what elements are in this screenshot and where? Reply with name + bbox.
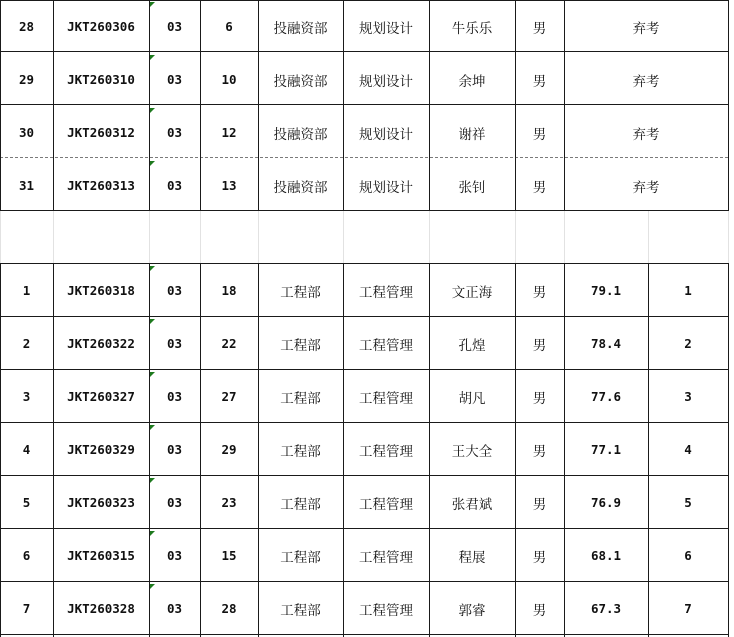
column-border <box>728 0 729 211</box>
table-row <box>0 53 734 106</box>
column-border <box>515 0 516 211</box>
cell-department[interactable]: 工程部 <box>280 390 321 407</box>
cell-department[interactable]: 投融资部 <box>273 126 328 143</box>
cell-candidate-id[interactable]: JKT260318 <box>67 283 135 298</box>
text-number-indicator-icon <box>150 2 155 7</box>
column-border <box>343 0 344 211</box>
cell-candidate-id[interactable]: JKT260313 <box>67 178 135 193</box>
cell-department[interactable]: 工程部 <box>280 602 321 619</box>
cell-candidate-id[interactable]: JKT260322 <box>67 336 135 351</box>
cell-status[interactable]: 弃考 <box>632 73 660 90</box>
column-border <box>0 211 1 263</box>
cell-gender[interactable]: 男 <box>532 496 547 513</box>
cell-row-number[interactable]: 5 <box>22 495 31 510</box>
cell-rank[interactable]: 1 <box>684 283 692 298</box>
cell-name[interactable]: 文正海 <box>451 284 493 301</box>
cell-rank[interactable]: 5 <box>684 495 692 510</box>
cell-name[interactable]: 张钊 <box>458 179 486 196</box>
cell-position[interactable]: 规划设计 <box>359 73 413 90</box>
cell-position[interactable]: 工程管理 <box>359 602 413 619</box>
cell-seat-number[interactable]: 12 <box>221 125 237 140</box>
cell-candidate-id[interactable]: JKT260328 <box>67 601 135 616</box>
cell-candidate-id[interactable]: JKT260312 <box>67 125 135 140</box>
cell-candidate-id[interactable]: JKT260315 <box>67 548 135 563</box>
cell-position[interactable]: 工程管理 <box>359 390 413 407</box>
cell-gender[interactable]: 男 <box>532 549 547 566</box>
cell-position[interactable]: 工程管理 <box>359 549 413 566</box>
column-border <box>515 211 516 263</box>
cell-department[interactable]: 工程部 <box>280 284 321 301</box>
table-row <box>0 106 734 159</box>
table-row <box>0 423 734 476</box>
cell-gender[interactable]: 男 <box>532 20 547 37</box>
cell-row-number[interactable]: 2 <box>22 336 31 351</box>
cell-rank[interactable]: 7 <box>684 601 692 616</box>
cell-score[interactable]: 67.3 <box>590 601 622 616</box>
cell-exam-room[interactable]: 03 <box>166 495 183 510</box>
cell-name[interactable]: 谢祥 <box>458 126 486 143</box>
row-border <box>0 51 728 52</box>
column-border <box>728 263 729 637</box>
cell-exam-room[interactable]: 03 <box>166 19 183 34</box>
column-border <box>648 263 649 637</box>
text-number-indicator-icon <box>150 478 155 483</box>
cell-position[interactable]: 工程管理 <box>359 496 413 513</box>
cell-exam-room[interactable]: 03 <box>166 548 183 563</box>
cell-exam-room[interactable]: 03 <box>166 601 183 616</box>
cell-candidate-id[interactable]: JKT260323 <box>67 495 135 510</box>
cell-name[interactable]: 牛乐乐 <box>451 20 493 37</box>
row-border <box>0 263 728 264</box>
cell-score[interactable]: 76.9 <box>590 495 622 510</box>
text-number-indicator-icon <box>150 55 155 60</box>
column-border <box>149 0 150 211</box>
cell-department[interactable]: 工程部 <box>280 443 321 460</box>
cell-seat-number[interactable]: 10 <box>221 72 237 87</box>
table-row <box>0 0 734 53</box>
column-border <box>258 263 259 637</box>
column-border <box>258 211 259 263</box>
cell-score[interactable]: 78.4 <box>590 336 622 351</box>
column-border <box>0 263 1 637</box>
cell-name[interactable]: 程展 <box>458 549 486 566</box>
column-border <box>53 211 54 263</box>
table-row <box>0 529 734 582</box>
cell-position[interactable]: 工程管理 <box>359 443 413 460</box>
cell-status[interactable]: 弃考 <box>632 179 660 196</box>
cell-gender[interactable]: 男 <box>532 179 547 196</box>
cell-department[interactable]: 投融资部 <box>273 179 328 196</box>
cell-row-number[interactable]: 28 <box>18 19 35 34</box>
cell-candidate-id[interactable]: JKT260310 <box>67 72 135 87</box>
row-border <box>0 0 728 1</box>
row-border <box>0 634 728 635</box>
cell-exam-room[interactable]: 03 <box>166 389 183 404</box>
text-number-indicator-icon <box>150 372 155 377</box>
cell-row-number[interactable]: 1 <box>22 283 31 298</box>
cell-seat-number[interactable]: 13 <box>221 178 237 193</box>
cell-rank[interactable]: 6 <box>684 548 692 563</box>
row-border <box>0 369 728 370</box>
cell-name[interactable]: 张君斌 <box>451 496 493 513</box>
cell-candidate-id[interactable]: JKT260327 <box>67 389 135 404</box>
cell-gender[interactable]: 男 <box>532 337 547 354</box>
row-border <box>0 157 728 158</box>
table-row <box>0 370 734 423</box>
cell-seat-number[interactable]: 28 <box>221 601 237 616</box>
cell-row-number[interactable]: 29 <box>18 72 35 87</box>
table-row <box>0 476 734 529</box>
cell-seat-number[interactable]: 18 <box>221 283 237 298</box>
cell-department[interactable]: 工程部 <box>280 549 321 566</box>
cell-score[interactable]: 77.6 <box>590 389 622 404</box>
column-border <box>200 263 201 637</box>
text-number-indicator-icon <box>150 531 155 536</box>
cell-status[interactable]: 弃考 <box>632 20 660 37</box>
cell-position[interactable]: 工程管理 <box>359 337 413 354</box>
row-border <box>0 581 728 582</box>
column-border <box>564 0 565 211</box>
column-border <box>429 211 430 263</box>
row-border <box>0 475 728 476</box>
row-border <box>0 422 728 423</box>
row-border <box>0 316 728 317</box>
cell-seat-number[interactable]: 27 <box>221 389 237 404</box>
cell-rank[interactable]: 4 <box>684 442 692 457</box>
cell-department[interactable]: 投融资部 <box>273 20 328 37</box>
text-number-indicator-icon <box>150 584 155 589</box>
cell-name[interactable]: 王大全 <box>451 443 493 460</box>
cell-exam-room[interactable]: 03 <box>166 72 183 87</box>
row-border <box>0 210 728 211</box>
cell-seat-number[interactable]: 29 <box>221 442 237 457</box>
column-border <box>343 263 344 637</box>
cell-exam-room[interactable]: 03 <box>166 336 183 351</box>
column-border <box>200 0 201 211</box>
cell-score[interactable]: 68.1 <box>590 548 622 563</box>
column-border <box>53 263 54 637</box>
cell-name[interactable]: 郭睿 <box>458 602 486 619</box>
cell-row-number[interactable]: 7 <box>22 601 31 616</box>
cell-gender[interactable]: 男 <box>532 602 547 619</box>
cell-score[interactable]: 79.1 <box>590 283 622 298</box>
cell-row-number[interactable]: 31 <box>18 178 35 193</box>
cell-row-number[interactable]: 30 <box>18 125 35 140</box>
cell-row-number[interactable]: 3 <box>22 389 31 404</box>
column-border <box>564 263 565 637</box>
cell-exam-room[interactable]: 03 <box>166 178 183 193</box>
text-number-indicator-icon <box>150 319 155 324</box>
cell-seat-number[interactable]: 23 <box>221 495 237 510</box>
column-border <box>149 211 150 263</box>
column-border <box>258 0 259 211</box>
cell-seat-number[interactable]: 15 <box>221 548 237 563</box>
cell-name[interactable]: 孔煌 <box>458 337 486 354</box>
cell-score[interactable]: 77.1 <box>590 442 622 457</box>
cell-seat-number[interactable]: 22 <box>221 336 237 351</box>
column-border <box>429 263 430 637</box>
cell-gender[interactable]: 男 <box>532 443 547 460</box>
cell-seat-number[interactable]: 6 <box>225 19 233 34</box>
cell-gender[interactable]: 男 <box>532 126 547 143</box>
column-border <box>149 263 150 637</box>
column-border <box>648 211 649 263</box>
text-number-indicator-icon <box>150 425 155 430</box>
text-number-indicator-icon <box>150 266 155 271</box>
cell-name[interactable]: 胡凡 <box>458 390 486 407</box>
column-border <box>728 211 729 263</box>
cell-row-number[interactable]: 4 <box>22 442 31 457</box>
cell-department[interactable]: 投融资部 <box>273 73 328 90</box>
cell-rank[interactable]: 2 <box>684 336 692 351</box>
table-row <box>0 317 734 370</box>
cell-status[interactable]: 弃考 <box>632 126 660 143</box>
cell-position[interactable]: 规划设计 <box>359 20 413 37</box>
column-border <box>429 0 430 211</box>
column-border <box>200 211 201 263</box>
cell-name[interactable]: 余坤 <box>458 73 486 90</box>
cell-position[interactable]: 规划设计 <box>359 126 413 143</box>
cell-exam-room[interactable]: 03 <box>166 442 183 457</box>
row-border <box>0 104 728 105</box>
cell-department[interactable]: 工程部 <box>280 337 321 354</box>
column-border <box>515 263 516 637</box>
cell-exam-room[interactable]: 03 <box>166 125 183 140</box>
table-row <box>0 264 734 317</box>
column-border <box>53 0 54 211</box>
cell-department[interactable]: 工程部 <box>280 496 321 513</box>
cell-candidate-id[interactable]: JKT260329 <box>67 442 135 457</box>
column-border <box>343 211 344 263</box>
cell-gender[interactable]: 男 <box>532 284 547 301</box>
column-border <box>0 0 1 211</box>
cell-exam-room[interactable]: 03 <box>166 283 183 298</box>
column-border <box>564 211 565 263</box>
cell-gender[interactable]: 男 <box>532 390 547 407</box>
cell-gender[interactable]: 男 <box>532 73 547 90</box>
cell-row-number[interactable]: 6 <box>22 548 31 563</box>
cell-rank[interactable]: 3 <box>684 389 692 404</box>
cell-candidate-id[interactable]: JKT260306 <box>67 19 135 34</box>
text-number-indicator-icon <box>150 108 155 113</box>
table-row <box>0 159 734 212</box>
row-border <box>0 528 728 529</box>
text-number-indicator-icon <box>150 161 155 166</box>
cell-position[interactable]: 规划设计 <box>359 179 413 196</box>
cell-position[interactable]: 工程管理 <box>359 284 413 301</box>
table-row <box>0 582 734 635</box>
